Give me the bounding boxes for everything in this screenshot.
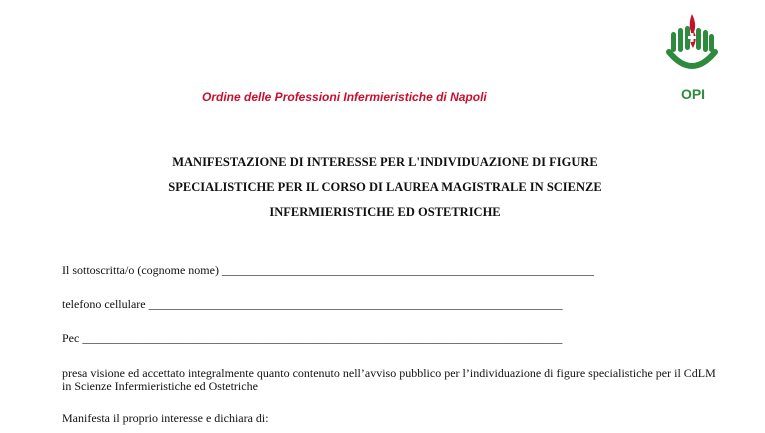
title-line: MANIFESTAZIONE DI INTERESSE PER L'INDIVIDUAZIONE DI FIGURE: [172, 155, 598, 169]
name-field[interactable]: [62, 263, 594, 278]
organization-name: Ordine delle Professioni Infermieristiche di Napoli: [202, 90, 487, 104]
phone-field[interactable]: [62, 297, 563, 312]
logo-text: OPI: [680, 86, 706, 102]
pec-label: Pec: [62, 331, 80, 345]
phone-blank-line[interactable]: _____________________________________________________________________: [148, 297, 563, 311]
title-line: SPECIALISTICHE PER IL CORSO DI LAUREA MAGISTRALE IN SCIENZE: [168, 180, 602, 194]
title-line: INFERMIERISTICHE ED OSTETRICHE: [269, 205, 501, 219]
pec-field[interactable]: [62, 331, 562, 346]
document-title: [60, 150, 710, 225]
phone-label: telefono cellulare: [62, 297, 146, 311]
name-blank-line[interactable]: ______________________________________________________________: [221, 263, 594, 277]
acceptance-paragraph: presa visione ed accettato integralmente quanto contenuto nell’avviso pubblico per l’individuazione di figure specialistiche per il CdLM in Scienze Infermieristiche ed Ostetriche: [62, 366, 716, 393]
name-label: Il sottoscritta/o (cognome nome): [62, 263, 219, 277]
pec-blank-line[interactable]: ________________________________________________________________________________: [82, 331, 563, 345]
opi-hands-icon: [663, 10, 721, 90]
declaration-paragraph: Manifesta il proprio interesse e dichiara di:: [62, 411, 269, 425]
